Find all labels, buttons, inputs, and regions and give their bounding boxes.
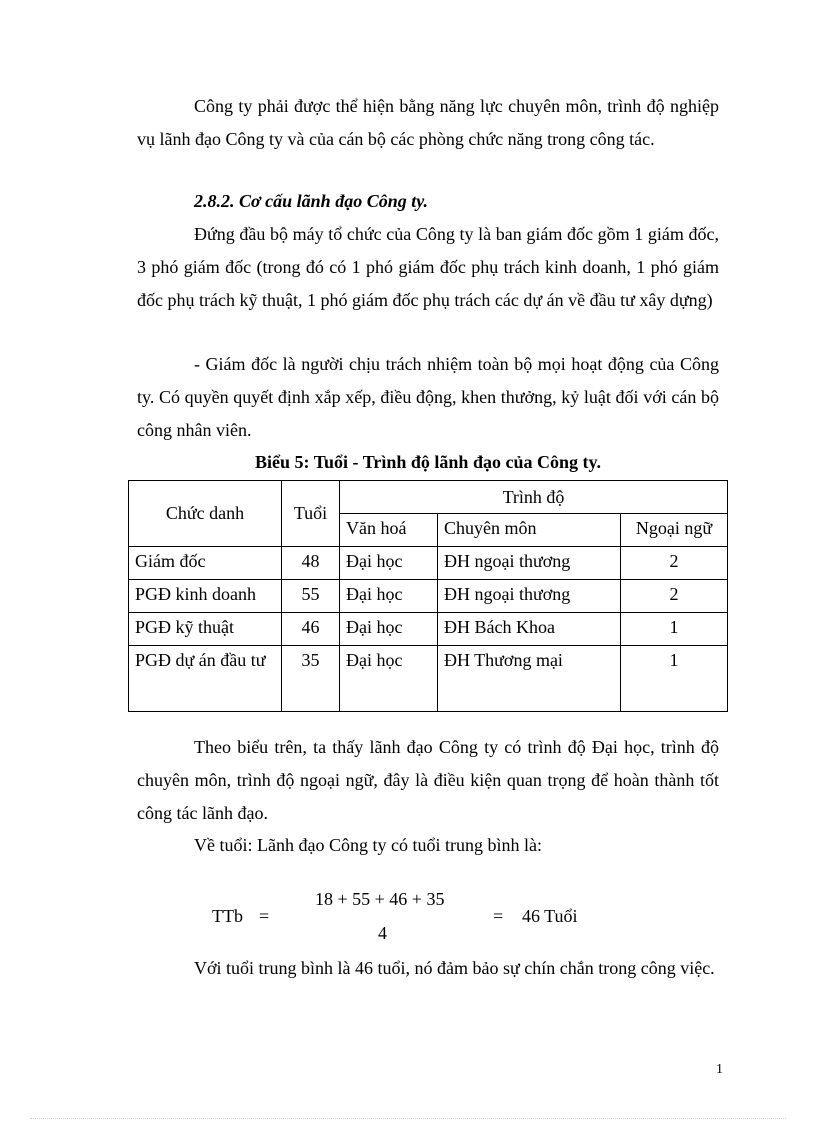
cell-age: 35 — [282, 646, 340, 712]
cell-language: 1 — [621, 613, 728, 646]
page-bottom-divider — [30, 1118, 786, 1119]
header-age: Tuổi — [282, 481, 340, 547]
formula-equals-1: = — [259, 906, 270, 926]
cell-position: PGĐ kỹ thuật — [129, 613, 282, 646]
formula-equals-2: = — [493, 906, 504, 926]
cell-age: 46 — [282, 613, 340, 646]
cell-specialty: ĐH ngoại thương — [438, 580, 621, 613]
leadership-table — [128, 480, 728, 712]
cell-specialty: ĐH ngoại thương — [438, 547, 621, 580]
cell-specialty: ĐH Bách Khoa — [438, 613, 621, 646]
paragraph-leadership-structure: Đứng đầu bộ máy tổ chức của Công ty là ban giám đốc gồm 1 giám đốc, 3 phó giám đốc (trong đó có 1 phó giám đốc phụ trách kinh doanh, 1 phó giám đốc phụ trách kỹ thuật, 1 phó giám đốc phụ trách các dự án về đầu tư xây dựng) — [137, 224, 719, 310]
table-row — [129, 646, 728, 712]
cell-language: 2 — [621, 547, 728, 580]
average-age-formula — [0, 888, 816, 948]
cell-position: PGĐ dự án đầu tư — [129, 646, 282, 712]
table-row — [129, 613, 728, 646]
header-position: Chức danh — [129, 481, 282, 547]
cell-position: Giám đốc — [129, 547, 282, 580]
section-heading: 2.8.2. Cơ cấu lãnh đạo Công ty. — [194, 191, 429, 211]
header-specialty: Chuyên môn — [438, 514, 621, 547]
paragraph-intro: Công ty phải được thể hiện bằng năng lực chuyên môn, trình độ nghiệp vụ lãnh đạo Công ty và của cán bộ các phòng chức năng trong công tác. — [137, 96, 719, 149]
cell-position: PGĐ kinh doanh — [129, 580, 282, 613]
formula-result: 46 Tuổi — [522, 906, 578, 926]
cell-language: 2 — [621, 580, 728, 613]
cell-specialty: ĐH Thương mại — [438, 646, 621, 712]
cell-age: 55 — [282, 580, 340, 613]
formula-denominator: 4 — [378, 923, 387, 943]
paragraph-director-role: - Giám đốc là người chịu trách nhiệm toàn bộ mọi hoạt động của Công ty. Có quyền quyết định xắp xếp, điều động, khen thưởng, kỷ luật đối với cán bộ công nhân viên. — [137, 354, 719, 440]
page-number: 1 — [716, 1062, 723, 1077]
header-language: Ngoại ngữ — [621, 514, 728, 547]
header-culture: Văn hoá — [340, 514, 438, 547]
table-row — [129, 547, 728, 580]
cell-culture: Đại học — [340, 613, 438, 646]
cell-culture: Đại học — [340, 547, 438, 580]
table-row — [129, 580, 728, 613]
formula-lhs: TTb — [212, 906, 243, 926]
cell-age: 48 — [282, 547, 340, 580]
paragraph-age-intro: Về tuổi: Lãnh đạo Công ty có tuổi trung bình là: — [194, 835, 542, 855]
formula-numerator: 18 + 55 + 46 + 35 — [315, 889, 445, 909]
cell-culture: Đại học — [340, 646, 438, 712]
paragraph-conclusion: Với tuổi trung bình là 46 tuổi, nó đảm bảo sự chín chắn trong công việc. — [194, 958, 715, 978]
table-caption: Biểu 5: Tuổi - Trình độ lãnh đạo của Công ty. — [255, 452, 601, 472]
header-qualification: Trình độ — [340, 481, 728, 514]
paragraph-analysis: Theo biểu trên, ta thấy lãnh đạo Công ty có trình độ Đại học, trình độ chuyên môn, trình độ ngoại ngữ, đây là điều kiện quan trọng để hoàn thành tốt công tác lãnh đạo. — [137, 737, 719, 823]
cell-language: 1 — [621, 646, 728, 712]
cell-culture: Đại học — [340, 580, 438, 613]
